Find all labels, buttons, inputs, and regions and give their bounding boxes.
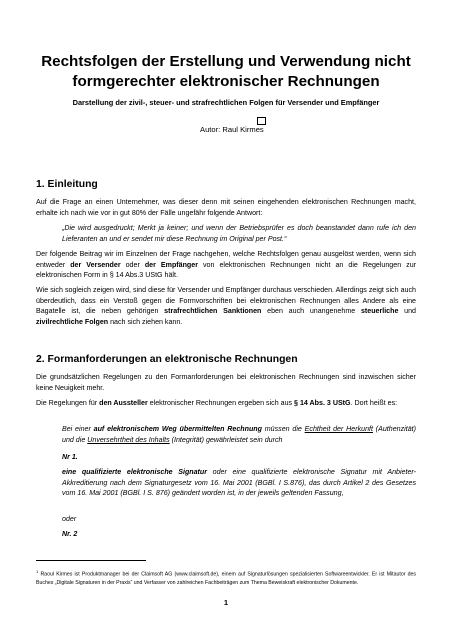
- section-1-heading: 1. Einleitung: [36, 179, 98, 190]
- page-number: 1: [223, 598, 229, 607]
- bold-run: § 14 Abs. 3 UStG: [294, 399, 351, 407]
- text-run: Wie sich sogleich zeigen wird, sind diese für Versender und Empfänger durchaus verschieden. Allerdings zeigt sich auch überdeutlich, dass ein Verstoß gegen die Formvorschriften bei elektronischen Rechnungen alles Andere als eine Bagatelle ist, die neben gehörigen: [36, 286, 416, 316]
- text-run: (Authenzität) und die: [62, 425, 416, 444]
- numbered-item-2-label: Nr. 2: [62, 530, 78, 538]
- underlined-run: Unversehrtheit des Inhalts: [87, 435, 170, 444]
- section-2-quote-2: [62, 467, 416, 499]
- section-2-heading: 2. Formanforderungen an elektronische Rechnungen: [36, 354, 298, 365]
- footnote-marker-box: [257, 117, 266, 125]
- text-run: und: [398, 307, 416, 316]
- text-run: Bei einer: [62, 425, 94, 433]
- section-2-paragraph-1: Die grundsätzlichen Regelungen zu den Formanforderungen bei elektronischen Rechnungen sind inzwischen sicher keine Neuigkeit mehr.: [36, 373, 416, 392]
- bold-run: steuerliche: [360, 307, 399, 316]
- footnote-mark: 1: [36, 569, 39, 574]
- title-line-2: formgerechter elektronischer Rechnungen: [72, 73, 380, 90]
- document-subtitle: Darstellung der zivil-, steuer- und strafrechtlichen Folgen für Versender und Empfänger: [72, 98, 380, 107]
- title-line-1: Rechtsfolgen der Erstellung und Verwendung nicht: [41, 53, 411, 70]
- bold-run: der Versender: [70, 260, 121, 269]
- section-2-quote-1: [62, 424, 416, 445]
- footnote-separator: [36, 560, 146, 561]
- document-title: [40, 52, 412, 92]
- footnote-text: Raoul Kirmes ist Produktmanager bei der Claimsoft AG (www.claimsoft.de), einem auf Signaturlösungen spezialisierten Softwareentwickler. Er ist Mitautor des Buches „Digitale Signaturen in der Praxis“ und Verfasser von zahlreichen Fachbeiträgen zum Thema Beweiskraft elektronischer Dokumente.: [36, 571, 416, 587]
- bold-run: eine qualifizierte elektronische Signatur: [62, 468, 208, 476]
- section-1-quote: „Die wird ausgedruckt; Merkt ja keiner; und wenn der Betriebsprüfer es doch beanstandet dann rufe ich den Lieferanten an und er sendet mir diese Rechnung im Original per Post.“: [62, 224, 416, 243]
- text-run: müssen die: [261, 425, 305, 433]
- text-run: oder: [120, 260, 145, 269]
- author-line: Autor: Raul Kirmes: [200, 125, 264, 134]
- numbered-item-1-label: Nr 1.: [62, 453, 78, 461]
- text-run: Der folgende Beitrag wir im Einzelnen der Frage nachgehen, welche Rechtsfolgen genau ausgelöst werden, wenn sich entweder: [36, 250, 416, 269]
- text-run: . Dort heißt es:: [350, 399, 398, 407]
- section-1-paragraph-2: [36, 249, 416, 281]
- bold-run: zivilrechtliche Folgen: [36, 318, 109, 327]
- text-run: elektronischer Rechnungen ergeben sich aus: [147, 399, 295, 407]
- bold-run: den Aussteller: [99, 399, 148, 407]
- conjunction-oder: oder: [62, 515, 77, 523]
- bold-run: der Empfänger: [144, 260, 198, 269]
- section-2-paragraph-2: [36, 398, 416, 409]
- text-run: nach sich ziehen kann.: [108, 318, 183, 327]
- footnote: [36, 568, 416, 588]
- underlined-run: Echtheit der Herkunft: [304, 425, 373, 433]
- section-1-paragraph-3: [36, 285, 416, 328]
- bold-run: auf elektronischem Weg übermittelten Rechnung: [93, 425, 262, 433]
- text-run: oder eine qualifizierte elektronische Signatur mit Anbieter-Akkreditierung nach dem Signaturgesetz vom 16. Mai 2001 (BGBl. I S.876), das durch Artikel 2 des Gesetzes vom 16. Mai 2001 (BGBl. I S. 876) geändert worden ist, in der jeweils geltenden Fassung,: [62, 468, 416, 498]
- section-1-paragraph-1: Auf die Frage an einen Unternehmer, was dieser denn mit seinen eingehenden elektronischen Rechnungen macht, erhalte ich nach wie vor in gut 80% der Fälle ungefähr folgende Antwort:: [36, 198, 416, 217]
- text-run: (Integrität) gewährleistet sein durch: [169, 435, 283, 444]
- text-run: eben auch unangenehme: [261, 307, 361, 316]
- bold-run: strafrechtlichen Sanktionen: [164, 307, 262, 316]
- text-run: Die Regelungen für: [36, 399, 100, 407]
- text-run: von elektronischen Rechnungen nicht an die Regelungen zur elektronischen Form in § 14 Abs.3 UStG hält.: [36, 260, 417, 280]
